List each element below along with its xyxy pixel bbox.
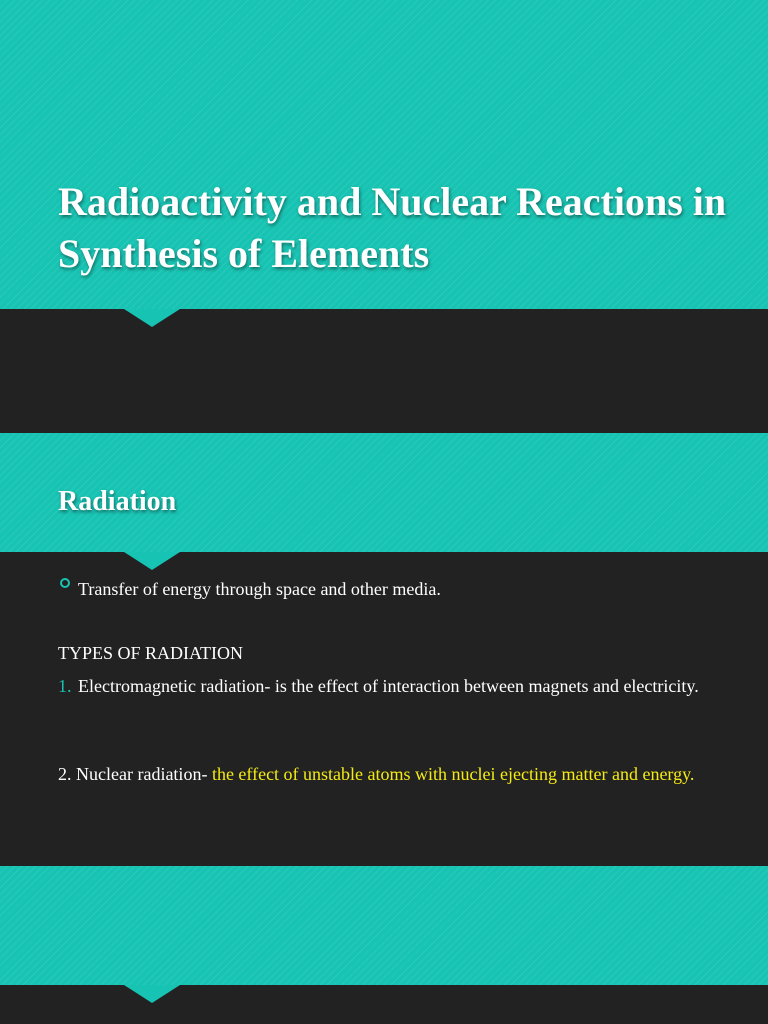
- bullet-text: Transfer of energy through space and other media.: [78, 579, 441, 599]
- slide1-body: [0, 327, 768, 433]
- slide2-banner-notch: [124, 552, 180, 570]
- list-item-2-highlight: the effect of unstable atoms with nuclei ejecting matter and energy.: [211, 764, 695, 784]
- slide3-title-banner: [0, 866, 768, 985]
- list-item-1: Electromagnetic radiation- is the effect of interaction between magnets and electricity.: [78, 676, 699, 696]
- slide2-title: Radiation: [58, 486, 177, 517]
- slide1-title: Radioactivity and Nuclear Reactions in Synthesis of Elements: [58, 179, 727, 276]
- list-item-2-label: 2. Nuclear radiation-: [58, 764, 208, 784]
- slide3-banner-notch: [124, 985, 180, 1003]
- list-item-2: [58, 762, 718, 787]
- types-heading: TYPES OF RADIATION: [58, 643, 244, 663]
- bullet-circle-icon: [60, 578, 70, 588]
- slide1-banner-notch: [124, 309, 180, 327]
- list-number-1: 1.: [58, 676, 72, 696]
